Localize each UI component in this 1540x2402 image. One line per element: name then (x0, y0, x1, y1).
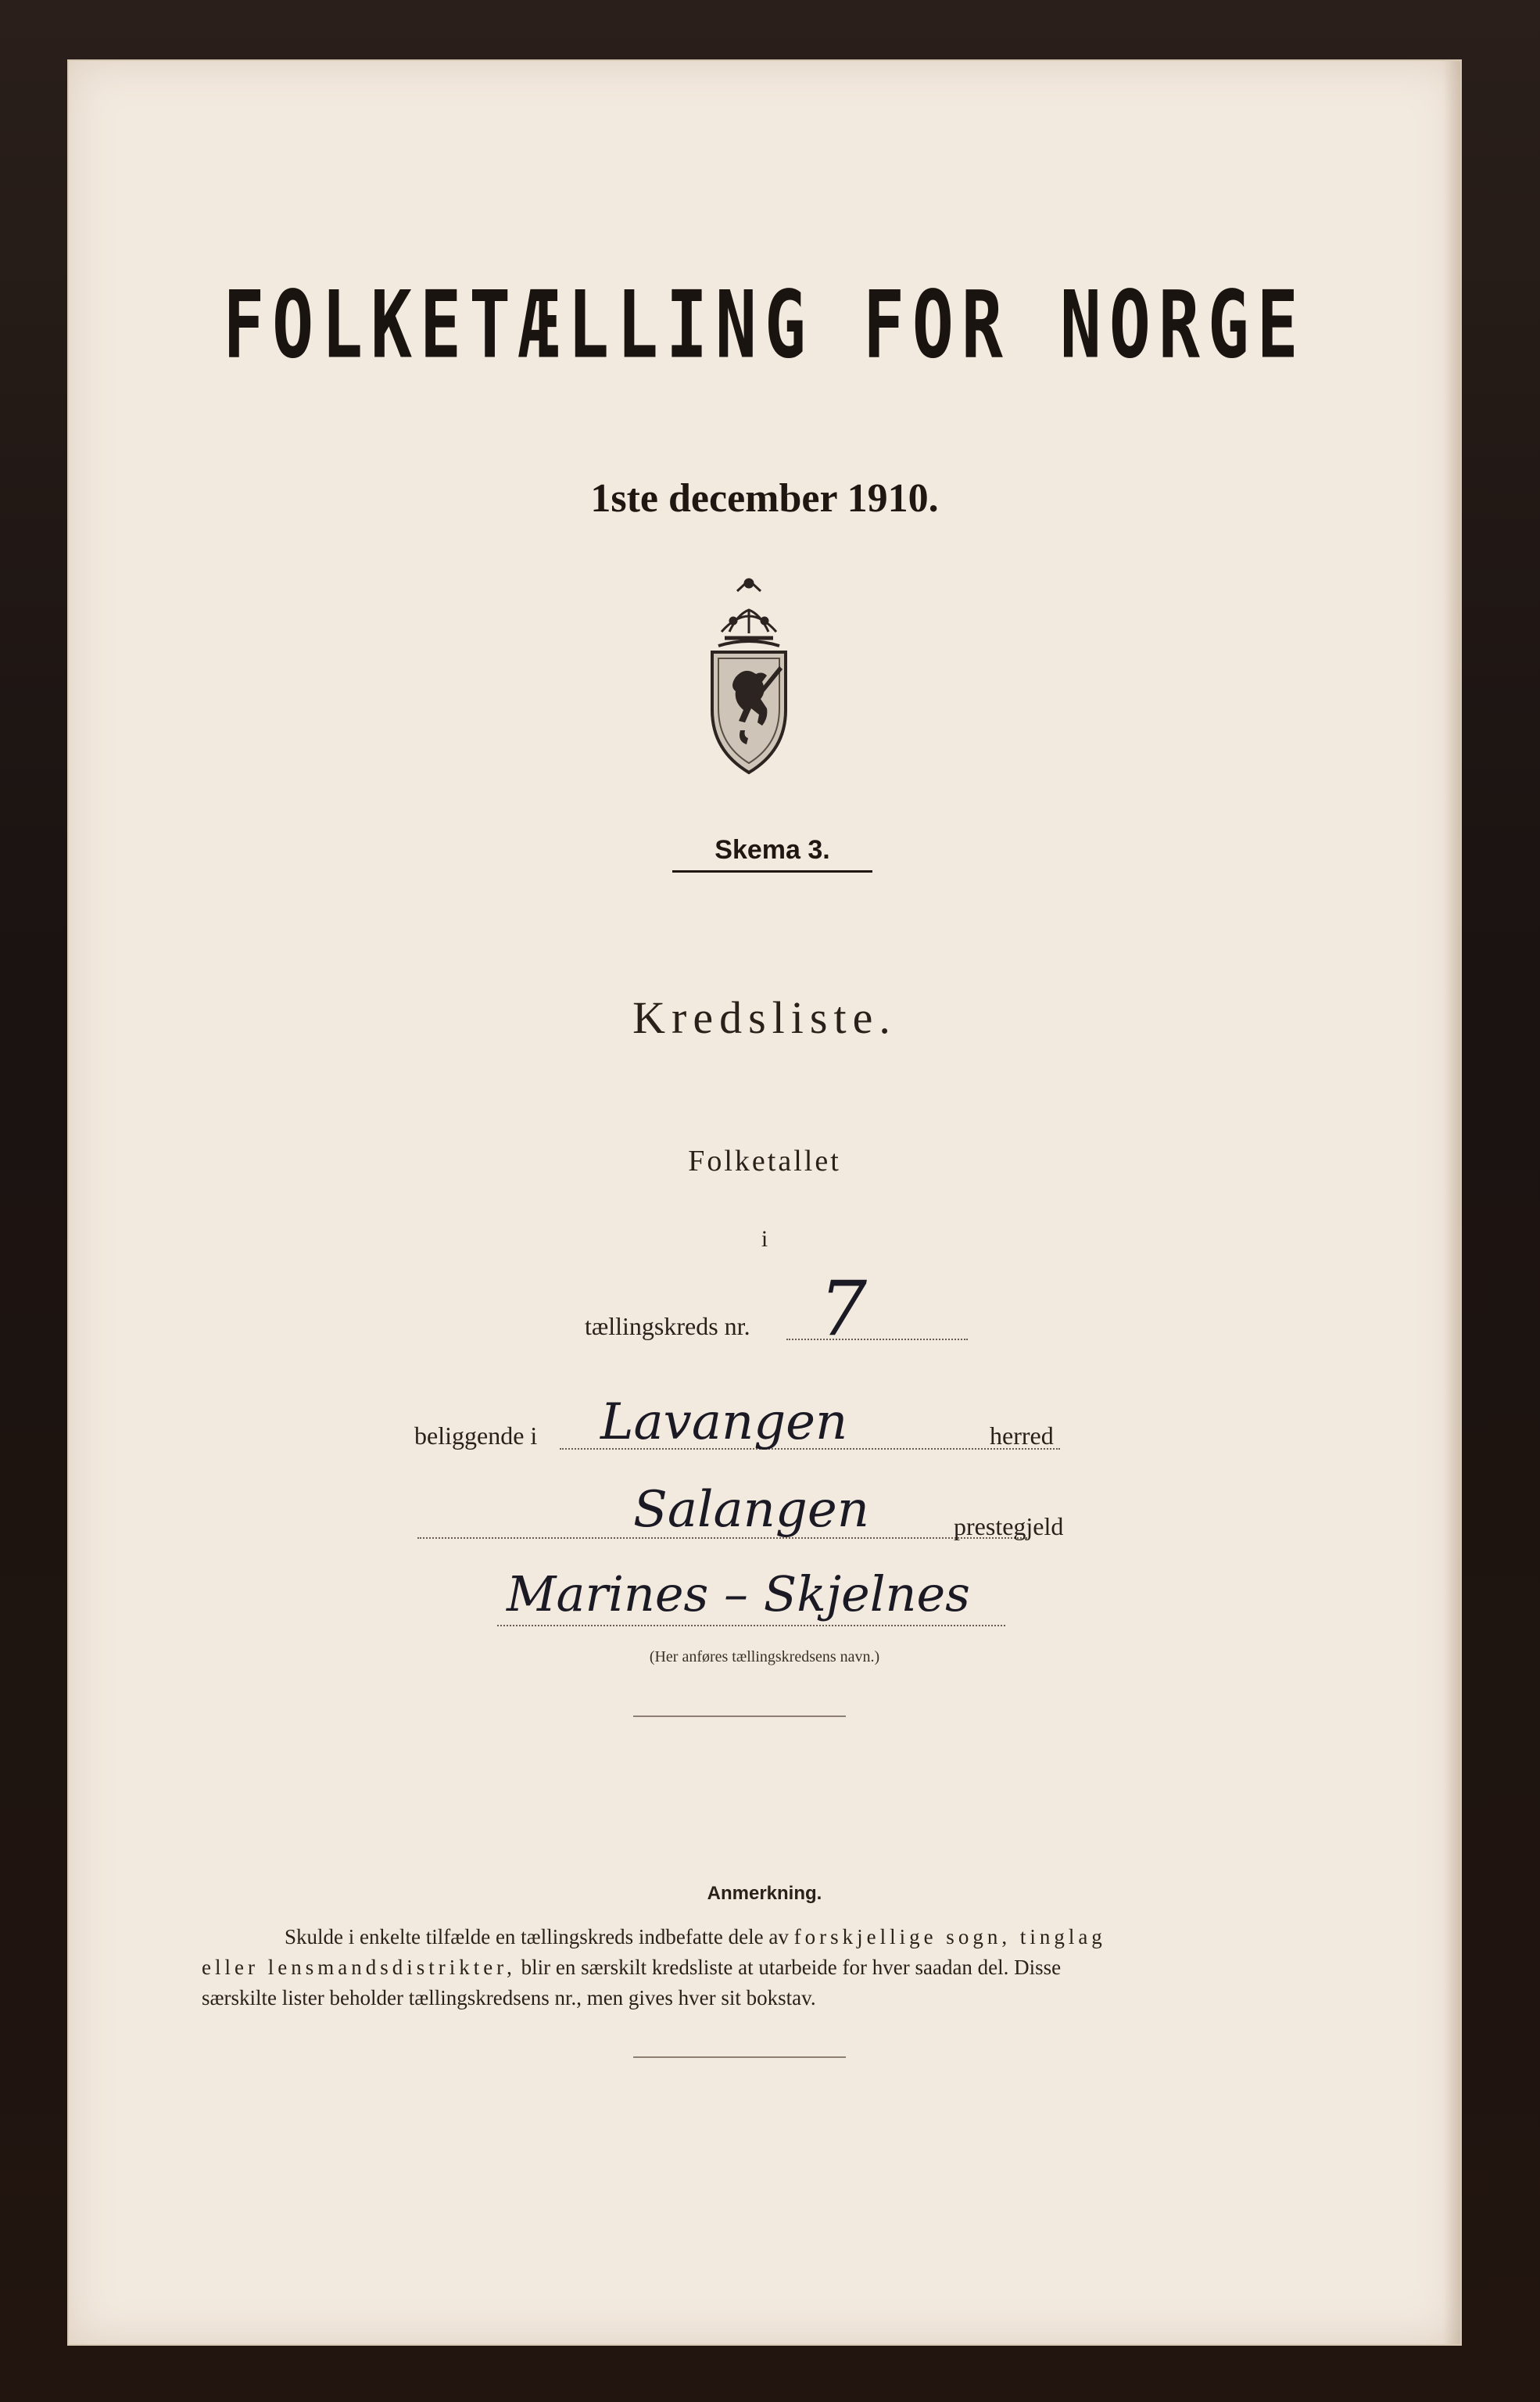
document-title: FOLKETÆLLING FOR NORGE (223, 271, 1306, 380)
remark-line-1 (202, 1922, 1359, 1952)
remark-text (202, 1922, 1359, 2013)
remark-line-1-b: forskjellige sogn, tinglag (793, 1925, 1106, 1948)
municipality-suffix: herred (990, 1421, 1054, 1450)
remark-line-3: særskilte lister beholder tællingskredsens nr., men gives hver sit bokstav. (202, 1986, 816, 2009)
district-number-label: tællingskreds nr. (585, 1312, 750, 1340)
district-name-caption: (Her anføres tællingskredsens navn.) (649, 1648, 880, 1665)
remark-line-2-b: blir en særskilt kredsliste at utarbeide for hver saadan del. Disse (521, 1956, 1062, 1979)
district-number-line (786, 1339, 968, 1340)
parish-suffix: prestegjeld (954, 1512, 1064, 1540)
census-form-page (69, 61, 1460, 2344)
parish-value: Salangen (633, 1481, 869, 1539)
separator-rule-2 (633, 2056, 846, 2058)
population-label: Folketallet (688, 1145, 841, 1178)
census-date: 1ste december 1910. (590, 476, 939, 521)
district-number-value: 7 (819, 1265, 868, 1353)
preposition-text: i (761, 1226, 768, 1252)
district-name-value: Marines – Skjelnes (507, 1565, 970, 1622)
schema-underline (672, 870, 872, 873)
remark-title: Anmerkning. (707, 1883, 822, 1904)
municipality-value: Lavangen (600, 1393, 848, 1451)
remark-line-2-a: eller lensmandsdistrikter, (202, 1956, 516, 1979)
paper-edge-shadow (1443, 61, 1460, 2344)
remark-line-2 (202, 1952, 1359, 1983)
coat-of-arms-icon (690, 577, 808, 780)
form-heading: Kredsliste. (632, 992, 897, 1043)
located-in-label: beliggende i (414, 1421, 538, 1450)
separator-rule-1 (633, 1715, 846, 1717)
remark-line-1-a: Skulde i enkelte tilfælde en tællingskreds indbefatte dele av (285, 1925, 789, 1948)
schema-number: Skema 3. (714, 835, 830, 865)
district-name-line (497, 1625, 1005, 1626)
